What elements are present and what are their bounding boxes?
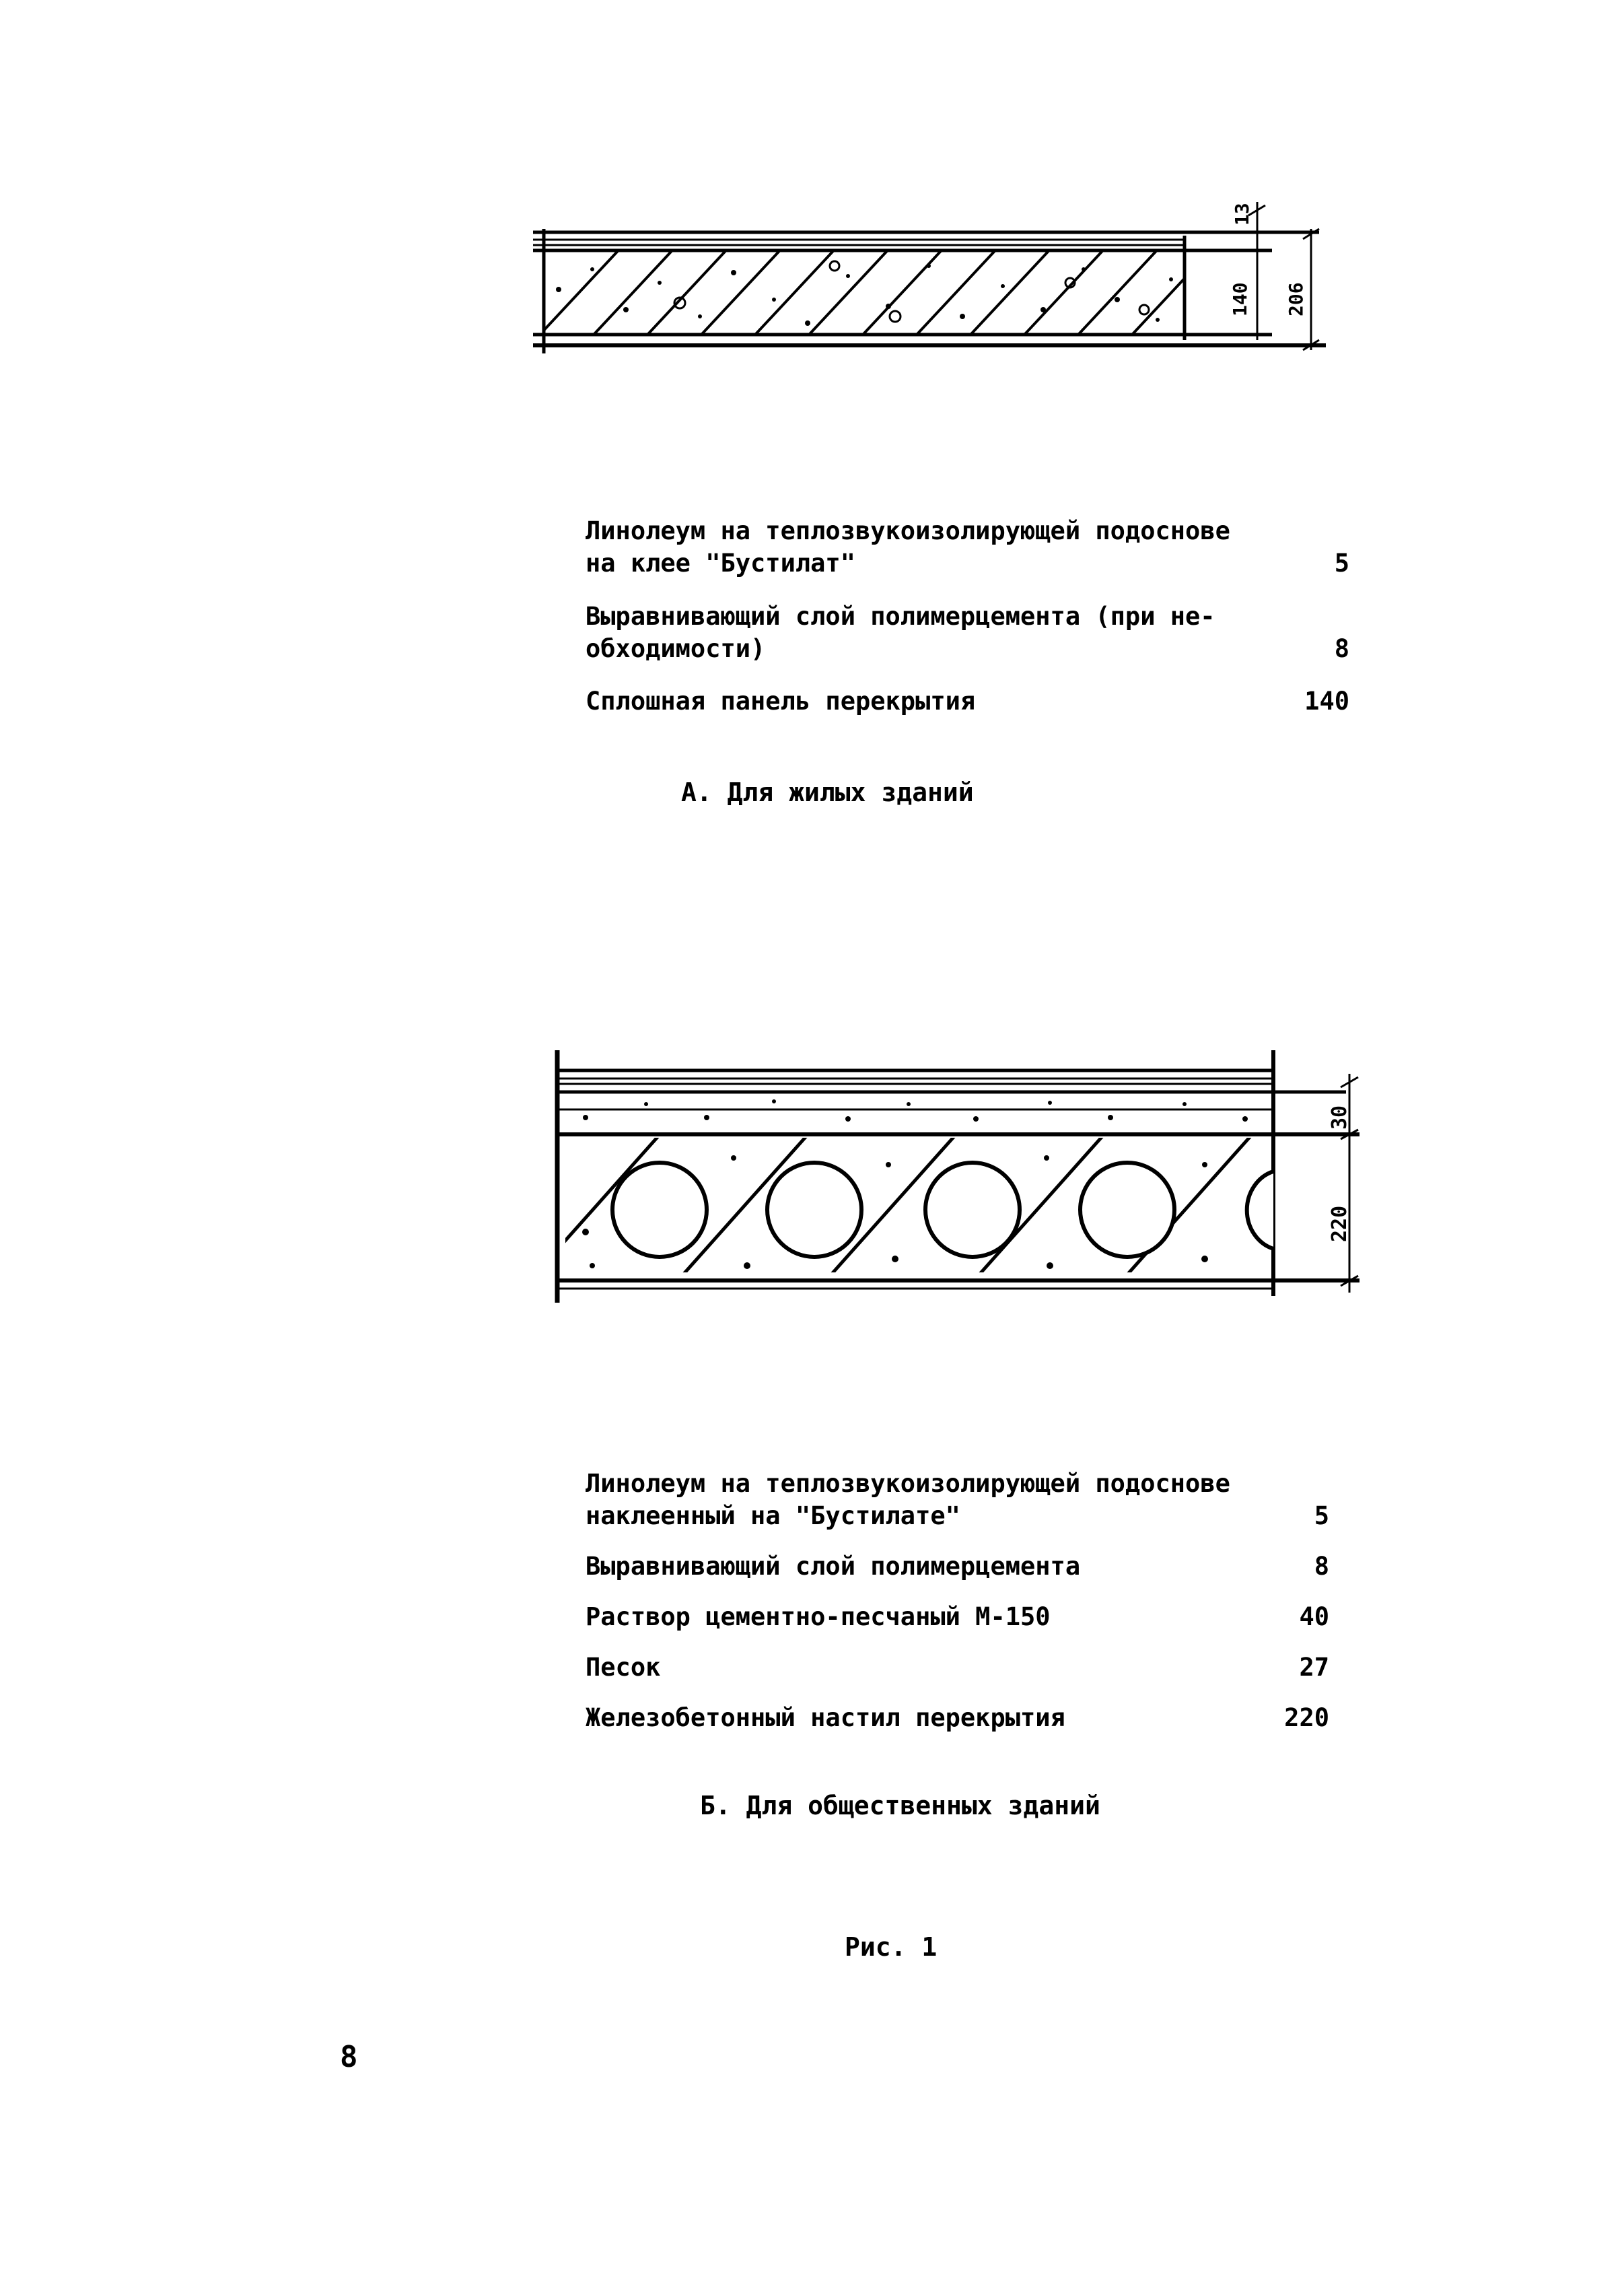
layer-name: Линолеум на теплозвукоизолирующей подоснове [586, 516, 1230, 545]
dimension-a-slab: 140 [1229, 282, 1251, 316]
dimension-b-slab: 220 [1328, 1205, 1351, 1242]
figure-title: Рис. 1 [845, 1932, 938, 1962]
layer-thickness: 5 [1334, 549, 1349, 578]
layer-name: Песок [586, 1653, 661, 1682]
layer-thickness: 220 [1284, 1703, 1329, 1732]
layer-thickness: 140 [1304, 687, 1349, 716]
layer-thickness: 8 [1334, 634, 1349, 663]
layer-thickness: 40 [1299, 1602, 1329, 1631]
layer-name: обходимости) [586, 634, 766, 663]
caption-b: Б. Для общественных зданий [700, 1791, 1100, 1820]
layer-name: Выравнивающий слой полимерцемента (при не- [586, 602, 1215, 631]
layer-list-a [586, 515, 1434, 730]
layer-name: Выравнивающий слой полимерцемента [586, 1552, 1081, 1581]
dimension-a-top: 13 [1231, 203, 1253, 226]
page-number: 8 [340, 2040, 358, 2074]
layer-name: Линолеум на теплозвукоизолирующей подоснове [586, 1469, 1230, 1498]
layer-thickness: 8 [1314, 1552, 1329, 1581]
dimension-a-total: 206 [1285, 282, 1307, 316]
layer-name: Сплошная панель перекрытия [586, 687, 976, 716]
layer-name: Раствор цементно-песчаный М-150 [586, 1602, 1051, 1631]
caption-a: А. Для жилых зданий [681, 778, 974, 807]
layer-list-b [586, 1468, 1434, 1764]
dimension-b-top: 30 [1328, 1105, 1351, 1130]
layer-thickness: 5 [1314, 1501, 1329, 1530]
layer-name: на клее "Бустилат" [586, 549, 855, 578]
layer-name: Железобетонный настил перекрытия [586, 1703, 1065, 1732]
layer-thickness: 27 [1299, 1653, 1329, 1682]
layer-name: наклеенный на "Бустилате" [586, 1501, 960, 1530]
